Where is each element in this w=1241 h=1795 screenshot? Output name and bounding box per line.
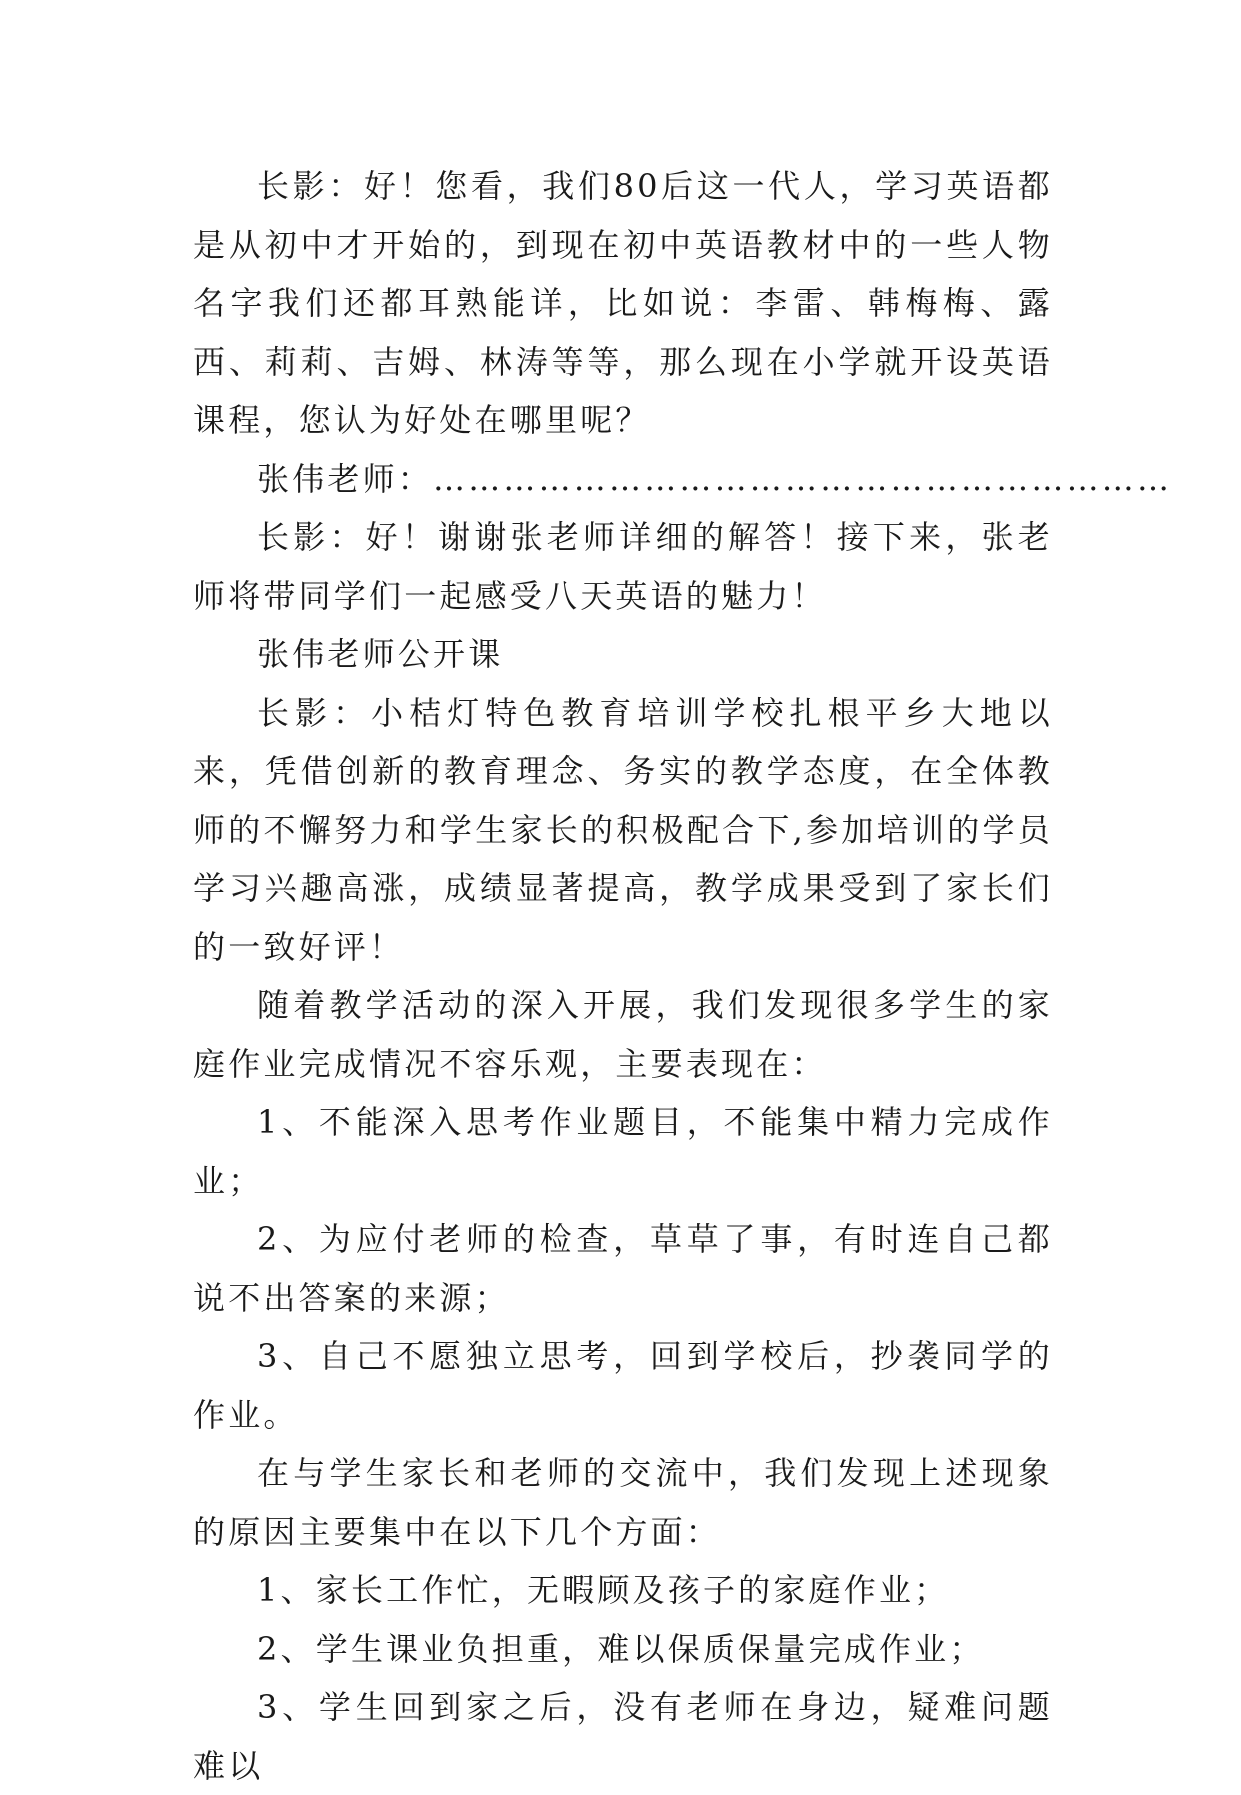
list-item-problem-3: 3、自己不愿独立思考，回到学校后，抄袭同学的作业。 [193, 1337, 1053, 1434]
paragraph-thanks-transition: 长影：好！谢谢张老师详细的解答！接下来，张老师将带同学们一起感受八天英语的魅力！ [193, 518, 1053, 615]
list-item-cause-2: 2、学生课业负担重，难以保质保量完成作业； [257, 1629, 985, 1668]
paragraph-causes-intro: 在与学生家长和老师的交流中，我们发现上述现象的原因主要集中在以下几个方面： [193, 1454, 1053, 1551]
paragraph-school-intro: 长影：小桔灯特色教育培训学校扎根平乡大地以来，凭借创新的教育理念、务实的教学态度，在全体教师的不懈努力和学生家长的积极配合下,参加培训的学员学习兴趣高涨，成绩显著提高，教学成果受到了家长们的一致好评！ [193, 693, 1053, 966]
list-item-problem-2: 2、为应付老师的检查，草草了事，有时连自己都说不出答案的来源； [193, 1220, 1053, 1317]
list-item-problem-1: 1、不能深入思考作业题目，不能集中精力完成作业； [193, 1103, 1053, 1200]
document-body [193, 157, 1173, 1795]
list-item-cause-1: 1、家长工作忙，无暇顾及孩子的家庭作业； [257, 1571, 950, 1609]
list-item-cause-3: 3、学生回到家之后，没有老师在身边，疑难问题难以 [193, 1688, 1053, 1785]
paragraph-homework-observation: 随着教学活动的深入开展，我们发现很多学生的家庭作业完成情况不容乐观，主要表现在： [193, 986, 1053, 1083]
paragraph-interview-question: 长影：好！您看，我们80后这一代人，学习英语都是从初中才开始的，到现在初中英语教材中的一些人物名字我们还都耳熟能详，比如说：李雷、韩梅梅、露西、莉莉、吉姆、林涛等等，那么现在小学就开设英语课程，您认为好处在哪里呢？ [193, 167, 1053, 439]
paragraph-open-class: 张伟老师公开课 [257, 635, 504, 673]
paragraph-teacher-answer: 张伟老师：……………………………………………………… [257, 459, 1173, 498]
